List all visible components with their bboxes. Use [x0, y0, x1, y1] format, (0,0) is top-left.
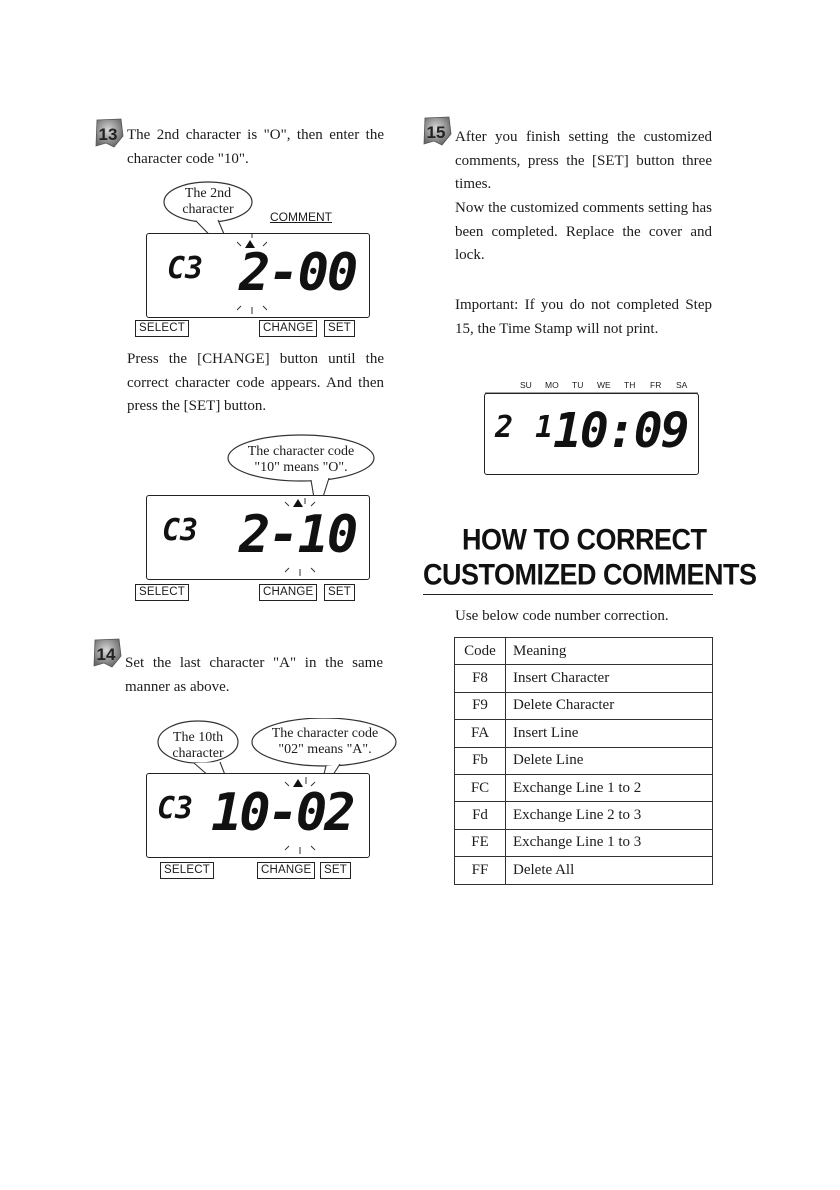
meaning-cell: Insert Character [506, 665, 713, 692]
day-th: TH [624, 380, 636, 390]
meaning-cell: Exchange Line 1 to 2 [506, 774, 713, 801]
step-badge-icon [92, 116, 126, 150]
lcd-display-13b [146, 495, 370, 580]
day-fr: FR [650, 380, 662, 390]
callout-code-10: The character code "10" means "O". [247, 444, 355, 475]
set-button[interactable]: SET [324, 320, 355, 337]
heading-line-1: HOW TO CORRECT [462, 523, 707, 557]
header-meaning: Meaning [506, 638, 713, 665]
lcd-display-15 [484, 393, 699, 475]
table-row [455, 665, 713, 692]
step-13-after-text: Press the [CHANGE] button until the correct character code appears. And then press the [SET] button. [127, 351, 384, 414]
select-button[interactable]: SELECT [135, 584, 189, 601]
lcd-time: 10:09 [553, 403, 688, 459]
callout-10th-character: The 10th character [172, 730, 224, 761]
change-button[interactable]: CHANGE [259, 320, 317, 337]
lcd-day-number: 2 1 [495, 410, 556, 445]
code-table [454, 637, 713, 885]
day-su: SU [520, 380, 532, 390]
header-code: Code [455, 638, 506, 665]
lcd-right-digits: 2-10 [239, 505, 357, 565]
callout-code-02: The character code "02" means "A". [271, 726, 379, 757]
table-intro: Use below code number correction. [455, 608, 669, 624]
meaning-cell: Exchange Line 2 to 3 [506, 802, 713, 829]
meaning-cell: Delete Character [506, 692, 713, 719]
code-cell: FA [455, 720, 506, 747]
step-15-important: Important: If you do not completed Step 15, the Time Stamp will not print. [455, 297, 712, 337]
comment-label: COMMENT [270, 210, 332, 224]
select-button[interactable]: SELECT [135, 320, 189, 337]
step-15-text-1: After you finish setting the customized comments, press the [SET] button three times. [455, 129, 712, 192]
step-14-text: Set the last character "A" in the same manner as above. [125, 655, 383, 695]
step-14-badge [90, 636, 124, 670]
step-badge-icon [420, 114, 454, 148]
step-13-text: The 2nd character is "O", then enter the character code "10". [127, 127, 384, 167]
select-button[interactable]: SELECT [160, 862, 214, 879]
set-button[interactable]: SET [320, 862, 351, 879]
table-row [455, 774, 713, 801]
lcd-display-14 [146, 773, 370, 858]
day-we: WE [597, 380, 611, 390]
code-cell: Fd [455, 802, 506, 829]
lcd-left-code: C3 [157, 791, 194, 826]
code-cell: FC [455, 774, 506, 801]
heading-line-2: CUSTOMIZED COMMENTS [423, 558, 757, 592]
step-13-badge [92, 116, 126, 150]
step-15-badge [420, 114, 454, 148]
heading-underline [423, 594, 713, 595]
day-mo: MO [545, 380, 559, 390]
svg-text:14: 14 [96, 645, 116, 664]
change-button[interactable]: CHANGE [257, 862, 315, 879]
meaning-cell: Delete All [506, 857, 713, 884]
table-row [455, 829, 713, 856]
code-cell: F9 [455, 692, 506, 719]
svg-text:15: 15 [426, 123, 446, 142]
lcd-left-code: C3 [162, 513, 199, 548]
code-cell: FE [455, 829, 506, 856]
code-cell: Fb [455, 747, 506, 774]
table-row [455, 692, 713, 719]
lcd-right-digits: 2-00 [239, 243, 357, 303]
svg-text:13: 13 [98, 125, 118, 144]
day-tu: TU [572, 380, 584, 390]
table-row [455, 747, 713, 774]
code-cell: F8 [455, 665, 506, 692]
meaning-cell: Insert Line [506, 720, 713, 747]
table-header-row [455, 638, 713, 665]
change-button[interactable]: CHANGE [259, 584, 317, 601]
table-row [455, 720, 713, 747]
meaning-cell: Exchange Line 1 to 3 [506, 829, 713, 856]
set-button[interactable]: SET [324, 584, 355, 601]
callout-2nd-character: The 2nd character [182, 186, 234, 217]
lcd-left-code: C3 [167, 251, 204, 286]
lcd-right-digits: 10-02 [211, 783, 353, 843]
table-row [455, 857, 713, 884]
code-cell: FF [455, 857, 506, 884]
day-sa: SA [676, 380, 688, 390]
step-15-text-2: Now the customized comments setting has been completed. Replace the cover and lock. [455, 200, 712, 263]
meaning-cell: Delete Line [506, 747, 713, 774]
table-row [455, 802, 713, 829]
step-badge-icon [90, 636, 124, 670]
lcd-display-13a [146, 233, 370, 318]
